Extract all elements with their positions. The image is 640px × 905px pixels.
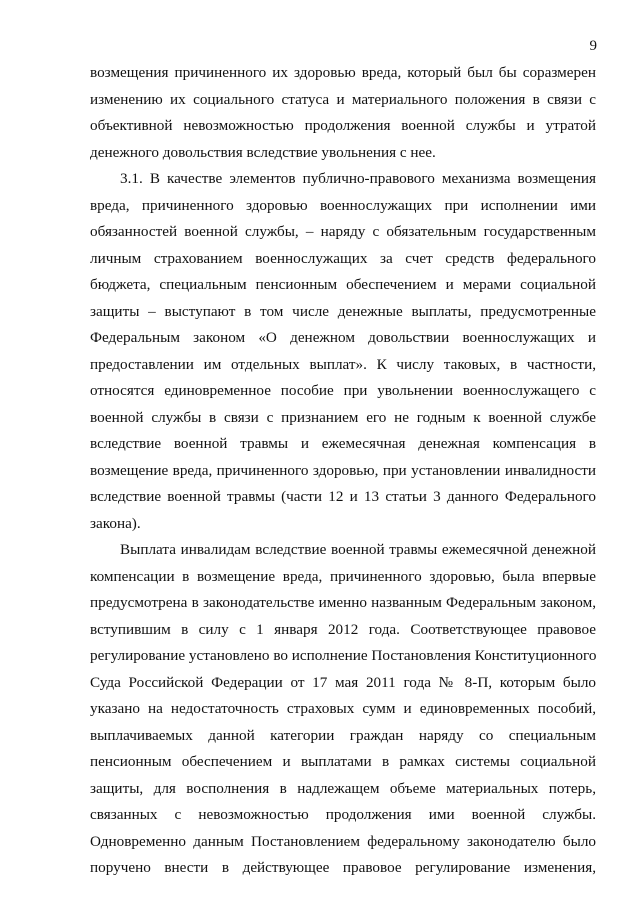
text-line: Суда Российской Федерации от 17 мая 2011 года № 8-П, которым было xyxy=(90,673,596,691)
text-line: изменению их социального статуса и материального положения в связи с xyxy=(90,90,596,108)
text-line: вследствие военной травмы (части 12 и 13 статьи 3 данного Федерального xyxy=(90,488,596,505)
text-line: относятся единовременное пособие при увольнении военнослужащего с xyxy=(90,382,596,399)
text-line: 3.1. В качестве элементов публично-правового механизма возмещения xyxy=(120,170,596,187)
text-line: компенсации в возмещение вреда, причиненного здоровью, была впервые xyxy=(90,567,596,585)
text-line: бюджета, специальным пенсионным обеспечением и мерами социальной xyxy=(90,276,596,293)
text-line: Федеральным законом «О денежном довольствии военнослужащих и xyxy=(90,329,596,346)
text-line: Одновременно данным Постановлением федеральному законодателю было xyxy=(90,832,596,850)
text-line: возмещение вреда, причиненного здоровью, при установлении инвалидности xyxy=(90,461,596,479)
text-line: связанных с невозможностью продолжения ими военной службы. xyxy=(90,806,596,823)
text-line: личным страхованием военнослужащих за счет средств федерального xyxy=(90,249,596,267)
paragraph xyxy=(90,166,596,537)
text-line: Выплата инвалидам вследствие военной травмы ежемесячной денежной xyxy=(120,541,596,558)
page-number: 9 xyxy=(589,38,597,54)
text-line: предусмотрена в законодательстве именно названным Федеральным законом, xyxy=(90,594,596,611)
text-line: закона). xyxy=(90,514,141,532)
text-line: денежного довольствия вследствие увольнения с нее. xyxy=(90,143,436,161)
text-line: вреда, причиненного здоровью военнослужащих при исполнении ими xyxy=(90,196,596,214)
text-line: пенсионным обеспечением и выплатами в рамках системы социальной xyxy=(90,753,596,770)
document-body xyxy=(90,60,596,882)
text-line: регулирование установлено во исполнение Постановления Конституционного xyxy=(90,647,596,664)
paragraph xyxy=(90,537,596,882)
text-line: обязанностей военной службы, – наряду с обязательным государственным xyxy=(90,223,596,240)
text-line: вследствие военной травмы и ежемесячная денежная компенсация в xyxy=(90,435,596,452)
text-line: поручено внести в действующее правовое регулирование изменения, xyxy=(90,859,596,876)
text-line: вступившим в силу с 1 января 2012 года. Соответствующее правовое xyxy=(90,620,596,638)
text-line: выплачиваемых данной категории граждан наряду со специальным xyxy=(90,726,596,744)
text-line: защиты – выступают в том числе денежные выплаты, предусмотренные xyxy=(90,302,596,320)
text-line: возмещения причиненного их здоровью вреда, который был бы соразмерен xyxy=(90,64,596,81)
text-line: объективной невозможностью продолжения военной службы и утратой xyxy=(90,117,596,134)
text-line: предоставлении им отдельных выплат». К числу таковых, в частности, xyxy=(90,355,596,373)
text-line: указано на недостаточность страховых сумм и единовременных пособий, xyxy=(90,700,596,717)
text-line: военной службы в связи с признанием его не годным к военной службе xyxy=(90,408,596,426)
paragraph xyxy=(90,60,596,166)
text-line: защиты, для восполнения в надлежащем объеме материальных потерь, xyxy=(90,779,596,797)
